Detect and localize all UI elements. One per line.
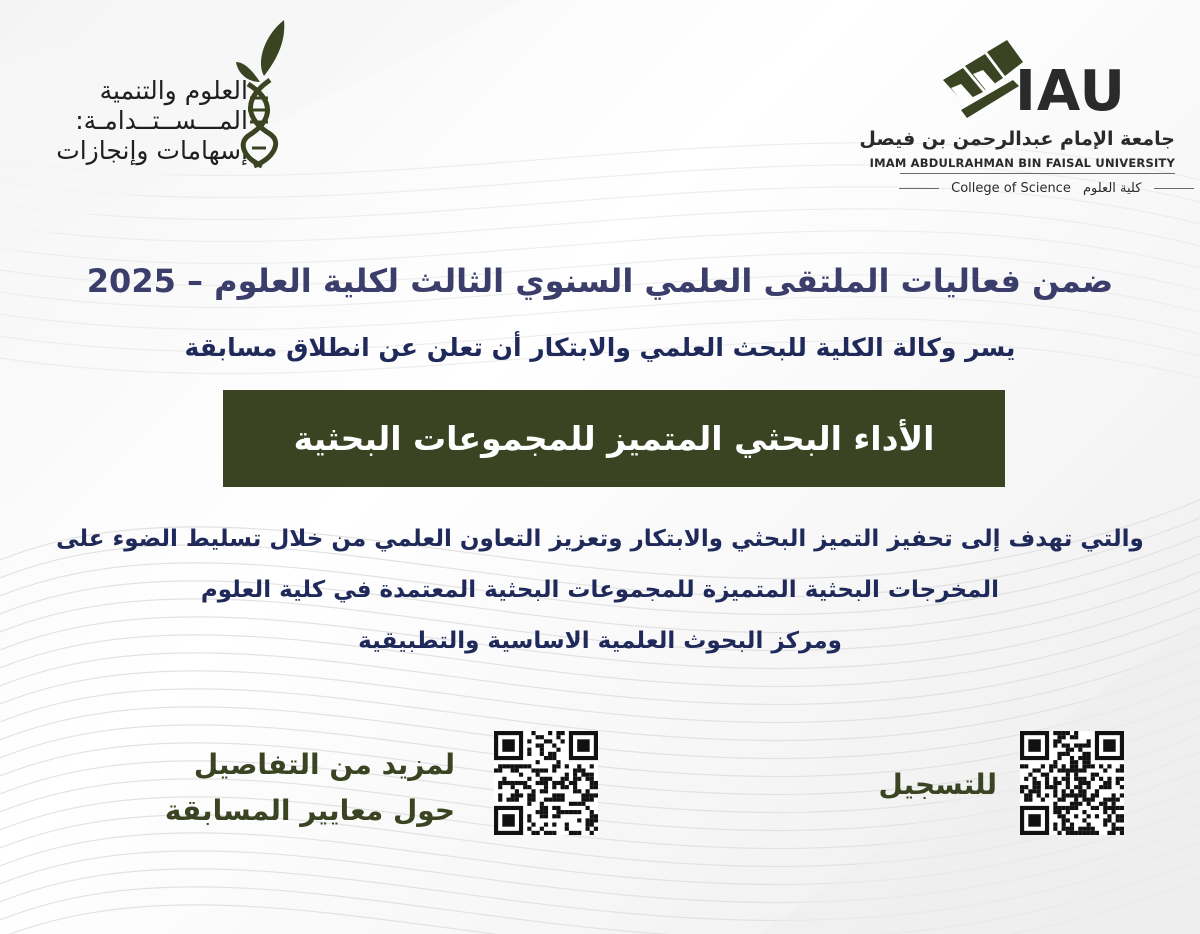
iau-abbreviation: IAU: [1015, 59, 1126, 124]
sustainability-logo: [20, 18, 300, 178]
iau-emblem-icon: [943, 40, 1023, 120]
qr-code-icon: [1020, 731, 1124, 835]
description-line-1: والتي تهدف إلى تحفيز التميز البحثي والابتكار وتعزيز التعاون العلمي من خلال تسليط الضوء على: [56, 526, 1144, 552]
sustainability-logo-text: [56, 76, 248, 166]
university-logo: [859, 40, 1180, 210]
university-name-en: IMAM ABDULRAHMAN BIN FAISAL UNIVERSITY: [869, 156, 1175, 170]
registration-qr-code[interactable]: [1020, 731, 1124, 835]
description-line-2: المخرجات البحثية المتميزة للمجموعات البحثية المعتمدة في كلية العلوم: [200, 577, 1000, 603]
details-call-to-action: [165, 742, 455, 834]
competition-banner: [223, 390, 1005, 487]
college-name-en: College of Science: [951, 181, 1071, 196]
sustainability-line-2: المـــســتــدامـة:: [75, 106, 248, 135]
description-line-3: ومركز البحوث العلمية الاساسية والتطبيقية: [358, 628, 842, 654]
details-qr-code[interactable]: [494, 731, 598, 835]
dna-sprout-icon: [234, 18, 290, 168]
competition-title: الأداء البحثي المتميز للمجموعات البحثية: [293, 419, 935, 458]
registration-label: للتسجيل: [878, 768, 997, 801]
event-headline: ضمن فعاليات الملتقى العلمي السنوي الثالث لكلية العلوم – 2025: [86, 262, 1114, 300]
logo-divider: [900, 173, 1175, 174]
college-name-ar: كلية العلوم: [1082, 181, 1142, 196]
sustainability-line-1: العلوم والتنمية: [99, 76, 248, 105]
announcement-subheadline: يسر وكالة الكلية للبحث العلمي والابتكار أن تعلن عن انطلاق مسابقة: [184, 333, 1016, 362]
competition-description: [40, 520, 1160, 673]
details-line-1: لمزيد من التفاصيل: [193, 748, 455, 781]
sustainability-line-3: إسهامات وإنجازات: [56, 136, 248, 165]
registration-call-to-action: [879, 762, 997, 808]
university-name-ar: جامعة الإمام عبدالرحمن بن فيصل: [859, 128, 1175, 150]
details-line-2: حول معايير المسابقة: [164, 794, 455, 827]
qr-code-icon: [494, 731, 598, 835]
college-label: [895, 181, 1180, 196]
